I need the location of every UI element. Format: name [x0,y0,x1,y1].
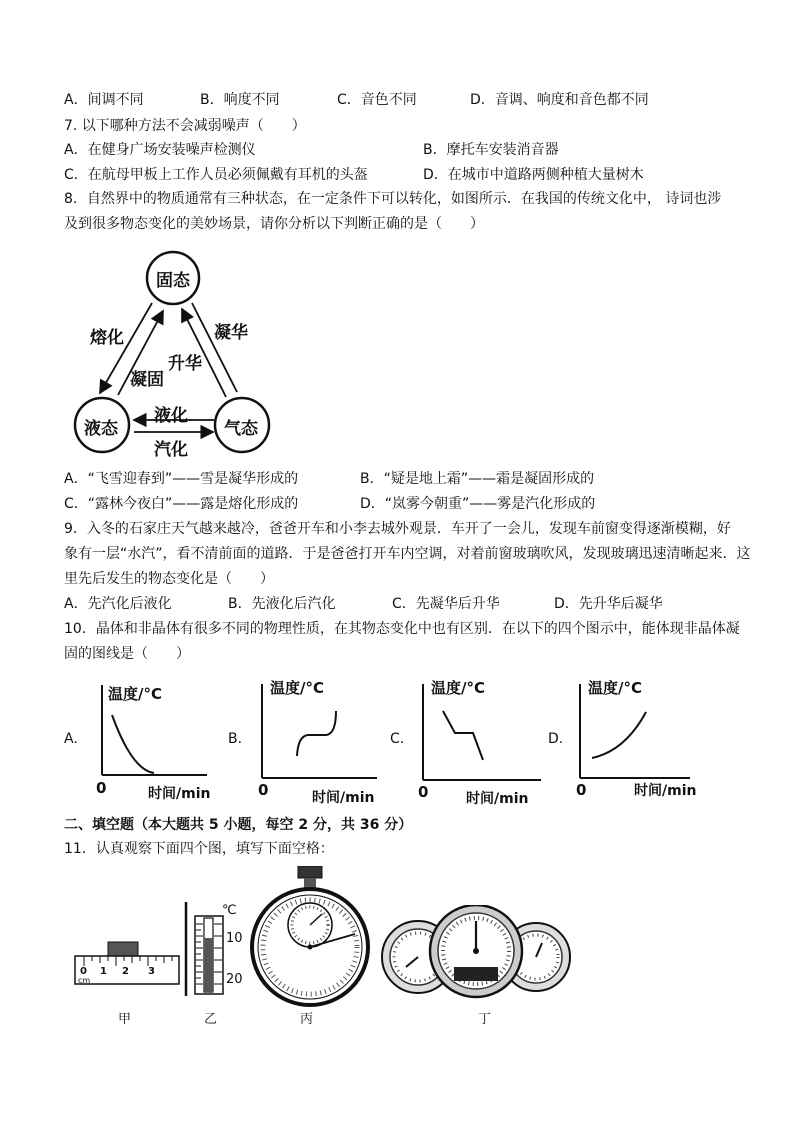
q6-option-c: C．音色不同 [337,92,417,108]
ruler-tick-0: 0 [80,966,87,977]
liquid-label: 液态 [84,419,118,439]
graph-a-xlabel: 时间/min [148,786,211,802]
q8-option-b: B．“疑是地上霜”——霜是凝固形成的 [360,471,595,487]
graph-a-curve [112,715,154,773]
graph-b-origin: 0 [258,781,269,799]
q9-option-c: C．先凝华后升华 [392,596,500,612]
graph-b-ylabel: 温度/°C [270,679,324,697]
q9-line3: 里先后发生的物态变化是（ ） [64,571,274,587]
q9-line1: 9．入冬的石家庄天气越来越冷，爸爸开车和小李去城外观景．车开了一会儿，发现车前窗变得逐渐模糊，好 [64,521,731,537]
ruler-tick-1: 1 [100,966,107,977]
graph-a-ylabel: 温度/°C [108,685,162,703]
vaporize-label: 汽化 [154,440,188,460]
q8-stem-line2: 及到很多物态变化的美妙场景，请你分析以下判断正确的是（ ） [64,216,484,232]
ruler-tick-3: 3 [148,966,155,977]
liquefy-label: 液化 [154,406,188,426]
ruler-tick-2: 2 [122,966,129,977]
measured-block [108,942,138,956]
q9-line2: 象有一层“水汽”，看不清前面的道路．于是爸爸打开车内空调，对着前窗玻璃吹风，发现玻璃迅速清晰起来．这 [64,546,751,562]
graph-b-curve [297,711,336,756]
q6-option-d: D．音调、响度和音色都不同 [470,92,649,108]
gas-label: 气态 [224,419,258,439]
deposit-label: 凝华 [214,323,248,343]
graph-a-letter: A. [64,731,78,747]
q11-stem: 11．认真观察下面四个图，填写下面空格： [64,841,334,857]
q10-line2: 固的图线是（ ） [64,646,190,662]
thermometer-tick-10: 10 [226,931,243,946]
graph-c-curve [443,711,483,760]
caption-yi: 乙 [204,1012,218,1027]
q6-option-a: A．间调不同 [64,92,144,108]
caption-jia: 甲 [118,1012,132,1027]
graph-d-ylabel: 温度/°C [588,679,642,697]
sublimate-label: 升华 [168,354,202,374]
q9-option-b: B．先液化后汽化 [228,596,336,612]
thermometer-unit: ℃ [222,903,237,918]
stopwatch-figure [250,866,372,1008]
q8-option-a: A．“飞雪迎春到”——雪是凝华形成的 [64,471,299,487]
melt-label: 熔化 [90,328,124,348]
q8-option-c: C．“露林今夜白”——露是熔化形成的 [64,496,299,512]
graph-d-origin: 0 [576,781,587,799]
graph-c [413,676,543,791]
graph-c-xlabel: 时间/min [466,791,529,807]
caption-ding: 丁 [478,1012,492,1027]
graph-b-xlabel: 时间/min [312,790,375,806]
mercury-column [204,938,213,992]
q7-option-b: B．摩托车安装消音器 [423,142,559,158]
graph-d-curve [592,712,646,758]
section2-heading: 二、填空题（本大题共 5 小题，每空 2 分，共 36 分） [64,817,413,833]
graph-b [252,676,382,786]
graph-c-origin: 0 [418,783,429,801]
dashboard-figure [380,905,580,1000]
thermometer-tick-20: 20 [226,972,243,987]
graph-c-letter: C. [390,731,405,747]
graph-c-ylabel: 温度/°C [431,679,485,697]
q6-option-b: B．响度不同 [200,92,280,108]
q8-stem-line1: 8．自然界中的物质通常有三种状态，在一定条件下可以转化，如图所示．在我国的传统文化中， 诗词也涉 [64,191,722,207]
graph-a [92,680,212,790]
solid-label: 固态 [156,271,190,291]
q9-option-d: D．先升华后凝华 [554,596,663,612]
graph-d-xlabel: 时间/min [634,783,697,799]
q7-option-c: C．在航母甲板上工作人员必须佩戴有耳机的头盔 [64,167,368,183]
ruler-unit: cm [78,976,91,985]
sublimate-line [192,303,237,392]
caption-bing: 丙 [300,1012,314,1027]
q7-option-d: D．在城市中道路两侧种植大量树木 [423,167,644,183]
graph-a-origin: 0 [96,779,107,797]
graph-b-letter: B. [228,731,243,747]
graph-d-letter: D. [548,731,564,747]
q7-stem: 7. 以下哪种方法不会减弱噪声（ ） [64,118,306,134]
freeze-label: 凝固 [130,370,164,390]
graph-d [570,676,695,786]
q7-option-a: A．在健身广场安装噪声检测仪 [64,142,256,158]
q8-option-d: D．“岚雾今朝重”——雾是汽化形成的 [360,496,596,512]
q9-option-a: A．先汽化后液化 [64,596,172,612]
q10-line1: 10．晶体和非晶体有很多不同的物理性质，在其物态变化中也有区别．在以下的四个图示中，能体现非晶体凝 [64,621,740,637]
